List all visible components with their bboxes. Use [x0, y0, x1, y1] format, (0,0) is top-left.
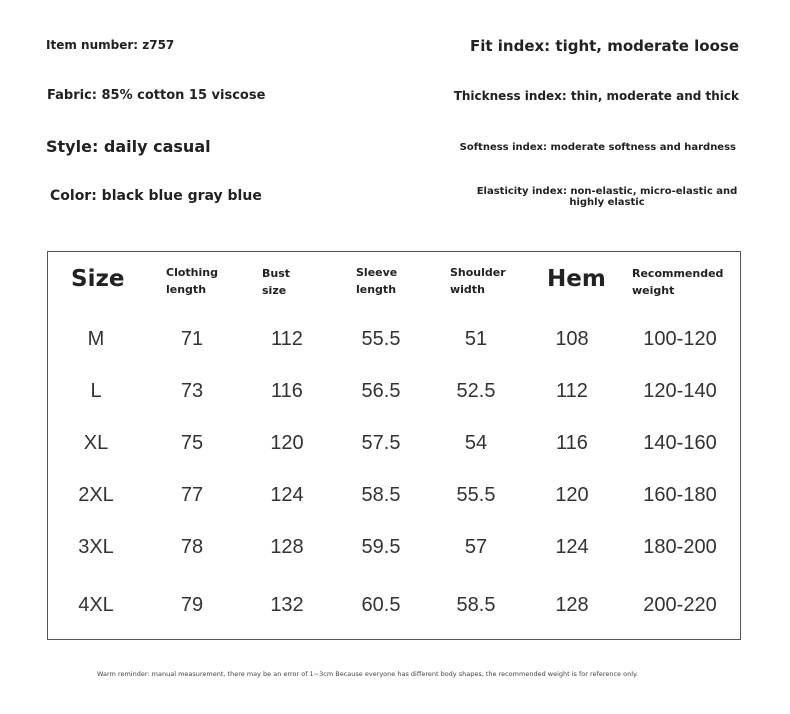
table-cell: 52.5: [456, 380, 496, 402]
header-size: Size: [71, 266, 125, 292]
header-clothing-length: Clothing length: [166, 266, 218, 296]
table-cell: 132: [270, 594, 304, 616]
table-cell: L: [90, 380, 102, 402]
table-cell: 55.5: [456, 484, 496, 506]
table-cell: 77: [180, 484, 204, 506]
table-cell: 51: [464, 328, 488, 350]
thickness-index: Thickness index: thin, moderate and thick: [453, 89, 739, 103]
fit-index: Fit index: tight, moderate loose: [469, 37, 739, 55]
table-cell: XL: [83, 432, 109, 454]
header-shoulder-width: Shoulder width: [450, 266, 506, 296]
table-cell: 124: [270, 484, 304, 506]
table-cell: 79: [180, 594, 204, 616]
table-cell: 2XL: [78, 484, 114, 506]
table-cell: M: [87, 328, 105, 350]
size-table: [47, 251, 741, 640]
table-cell: 124: [555, 536, 589, 558]
table-cell: 116: [556, 432, 588, 454]
table-cell: 128: [270, 536, 304, 558]
table-cell: 54: [464, 432, 488, 454]
table-cell: 120: [270, 432, 304, 454]
table-cell: 58.5: [456, 594, 496, 616]
table-cell: 57.5: [361, 432, 401, 454]
table-cell: 73: [180, 380, 204, 402]
table-cell: 57: [464, 536, 488, 558]
table-cell: 200-220: [643, 594, 717, 616]
table-cell: 140-160: [643, 432, 717, 454]
table-cell: 58.5: [361, 484, 401, 506]
fabric-info: Fabric: 85% cotton 15 viscose: [47, 88, 266, 103]
table-cell: 75: [180, 432, 204, 454]
table-cell: 180-200: [643, 536, 717, 558]
header-hem: Hem: [547, 266, 606, 292]
softness-index: Softness index: moderate softness and hardness: [459, 142, 736, 153]
table-cell: 71: [180, 328, 204, 350]
table-cell: 60.5: [361, 594, 401, 616]
table-cell: 120: [555, 484, 589, 506]
table-cell: 55.5: [361, 328, 401, 350]
table-cell: 112: [556, 380, 588, 402]
elasticity-index: Elasticity index: non-elastic, micro-elastic and highly elastic: [476, 186, 738, 208]
header-recommended-weight: Recommended weight: [632, 267, 724, 297]
table-cell: 112: [271, 328, 303, 350]
style-info: Style: daily casual: [46, 137, 211, 156]
table-cell: 56.5: [361, 380, 401, 402]
item-number: Item number: z757: [46, 38, 175, 52]
warm-reminder: Warm reminder: manual measurement, there may be an error of 1~3cm Because everyone has different body shapes, the recommended weight is for reference only.: [97, 670, 638, 678]
table-cell: 3XL: [78, 536, 114, 558]
table-cell: 160-180: [643, 484, 717, 506]
table-cell: 120-140: [643, 380, 717, 402]
header-sleeve-length: Sleeve length: [356, 266, 398, 296]
table-cell: 4XL: [78, 594, 114, 616]
table-cell: 100-120: [643, 328, 717, 350]
table-cell: 59.5: [361, 536, 401, 558]
table-cell: 78: [180, 536, 204, 558]
table-cell: 108: [555, 328, 589, 350]
table-cell: 128: [555, 594, 589, 616]
table-cell: 116: [271, 380, 303, 402]
header-bust-size: Bust size: [262, 267, 291, 297]
color-info: Color: black blue gray blue: [50, 188, 262, 204]
